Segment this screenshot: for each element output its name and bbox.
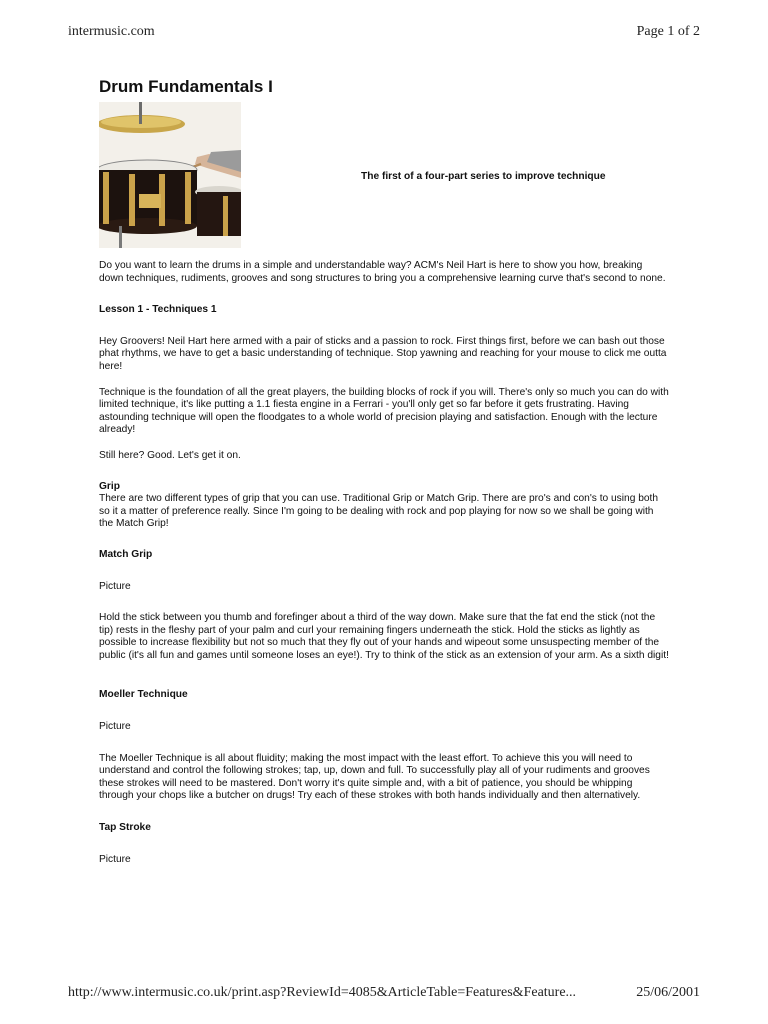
page-url: http://www.intermusic.co.uk/print.asp?ReviewId=4085&ArticleTable=Features&Feature... [68,985,577,1000]
drum-kit-photo [99,102,241,248]
match-grip-picture-placeholder: Picture [99,580,131,592]
tap-stroke-picture-placeholder: Picture [99,853,131,865]
lesson-heading: Lesson 1 - Techniques 1 [99,304,217,316]
grip-heading: Grip [99,480,120,492]
site-name: intermusic.com [68,24,155,39]
paragraph-technique: Technique is the foundation of all the great players, the building blocks of rock if you will. There's only so much you can do with limited technique, it's like putting a 1.1 fiesta engine in a Ferrari - you'll only get so far before it gets frustrating. Having astounding technique will open the floodgates to a whole world of precision playing and satisfaction. Enough with the lecture already! [99,386,669,436]
paragraph-intro-groovers: Hey Groovers! Neil Hart here armed with a pair of sticks and a passion to rock. First things first, before we can bash out those phat rhythms, we have to get a basic understanding of technique. Stop yawning and reaching for your mouse to click me outta here! [99,335,667,372]
page-number: Page 1 of 2 [636,24,700,39]
moeller-heading: Moeller Technique [99,689,188,701]
print-footer [68,985,700,1001]
moeller-picture-placeholder: Picture [99,721,131,733]
intro-paragraph: Do you want to learn the drums in a simple and understandable way? ACM's Neil Hart is here to show you how, breaking down techniques, rudiments, grooves and song structures to bring you a comprehensive learning curve that's second to none. [99,260,666,284]
article-title: Drum Fundamentals I [99,77,273,96]
match-grip-heading: Match Grip [99,548,153,560]
match-grip-paragraph: Hold the stick between you thumb and forefinger about a third of the way down. Make sure that the fat end the stick (not the tip) rests in the fleshy part of your palm and curl your remaining fingers underneath the stick. Hold the sticks as lightly as possible to increase flexibility but not so much that they fly out of your hands and wipeout some unsuspecting member of the public (it's all fun and games until someone loses an eye!). Try to think of the stick as an extension of your arm. As a sixth digit! [99,612,669,661]
article-subtitle: The first of a four-part series to improve technique [361,171,606,182]
grip-paragraph: There are two different types of grip that you can use. Traditional Grip or Match Grip. There are pro's and con's to using both so it a matter of preference really. Since I'm going to be dealing with rock and pop playing for now so we shall be going with the Match Grip! [99,493,659,530]
print-date: 25/06/2001 [636,985,700,1000]
paragraph-still-here: Still here? Good. Let's get it on. [99,449,241,461]
tap-stroke-heading: Tap Stroke [99,822,151,834]
moeller-paragraph: The Moeller Technique is all about fluidity; making the most impact with the least effort. To achieve this you will need to understand and control the following strokes; tap, up, down and full. To successfully play all of your rudiments and grooves these strokes will need to be mastered. Don't worry it's quite simple and, with a bit of patience, you should be whipping through your chops like a butcher on drugs! Try each of these strokes with both hands individually and then alternatively. [99,752,650,802]
print-header [68,24,700,40]
article [99,76,669,866]
hero-section [99,102,669,248]
